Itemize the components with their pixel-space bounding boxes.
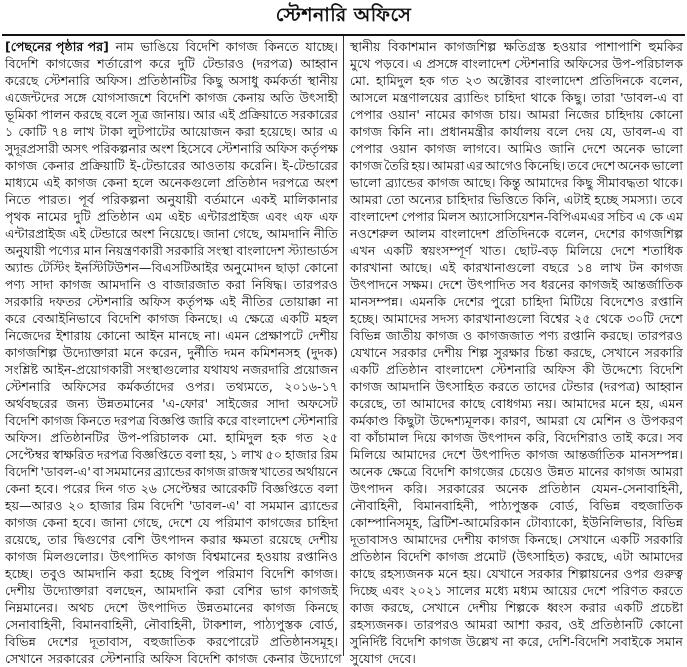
article-line: বিদেশি 'ডাবল-এ' বা সমমানের ব্র্যান্ডের কাগজ রাজস্ব খাতের অর্থায়নে [5, 464, 338, 479]
article-line: কাগজ কেনা হবে। জানা গেছে, দেশে যে পরিমাণ কাগজের চাহিদা [5, 515, 338, 530]
article-line: নিম্নমানের। অথচ দেশে উৎপাদিত উন্নতমানের কাগজ কিনছে [5, 600, 338, 615]
article-line: মাধ্যমে এই কাগজ কেনা হলে অনেকগুলো প্রতিষ্ঠান দরপত্রে অংশ [5, 175, 338, 190]
article-line: অফিস। প্রতিষ্ঠানটির উপ-পরিচালক মো. হামিদুল হক গত ২৫ [5, 430, 338, 445]
article-line: ১ কোটি ৭৪ লাখ টাকা লুটপাটের আয়োজন করা হয়েছে। আর এ [5, 124, 338, 139]
article-line: আমরা তো অন্যের চাহিদার ভিত্তিতে কিনি, এটাই হচ্ছে সমস্যা। তবে [350, 192, 683, 207]
article-line: যেখানে সরকার দেশীয় শিল্প সুরক্ষার চিন্তা করছে, সেখানে সরকারি [350, 345, 683, 360]
article-line: হচ্ছে। তবুও আমদানি করা হচ্ছে বিপুল পরিমাণ বিদেশি কাগজ। [5, 566, 338, 581]
article-line: দূতাবাসও আমাদের দেশীয় কাগজ কিনছে। সেখানে একটি সরকারি [350, 532, 683, 547]
article-line: হয়—আরও ২০ হাজার রিম বিদেশি 'ডাবল-এ' বা সমমান ব্র্যান্ডের [5, 498, 338, 513]
article-line: উৎপাদন করি। সরকারের অনেক প্রতিষ্ঠান যেমন-সেনাবাহিনী, [350, 481, 683, 496]
article-line: [পেছনের পৃষ্ঠার পর] নাম ভাঙিয়ে বিদেশি কাগজ কিনতে যাচ্ছে। [5, 39, 338, 54]
continuation-kicker: [পেছনের পৃষ্ঠার পর] [5, 39, 109, 54]
article-line: মানসম্পন্ন। এমনকি দেশের পুরো চাহিদা মিটিয়ে বিদেশেও রপ্তানি [350, 294, 683, 309]
article-line: বিদেশি কাগজের শর্তারোপ করে দুটি টেন্ডারও (দরপত্র) আহ্বান [5, 56, 338, 71]
article-column-right [350, 38, 683, 666]
article-line: স্থানীয় বিকাশমান কাগজশিল্প ক্ষতিগ্রস্ত হওয়ার পাশাপাশি হুমকির [350, 39, 683, 54]
article-line: নিতে পারত। পূর্ব পরিকল্পনা অনুযায়ী বর্তমানে একই মালিকানার [5, 192, 338, 207]
article-line: প্রতিষ্ঠান বিদেশি কাগজ প্রমোট (উৎসাহিত) করছে, এটা আমাদের [350, 549, 683, 564]
article-line: অ্যান্ড টেস্টিং ইনস্টিটিউশন—বিএসটিআইর অনুমোদন ছাড়া কোনো [5, 260, 338, 275]
article-line: রয়েছে, তার দ্বিগুণের বেশি উৎপাদন করার ক্ষমতা রয়েছে দেশীয় [5, 532, 338, 547]
article-line: কাগজশিল্প উদ্যোক্তারা মনে করেন, দুর্নীতি দমন কমিশনসহ (দুদক) [5, 345, 338, 360]
article-line: ভূমিকা পালন করছে বলে সূত্র জানায়। আর এই প্রক্রিয়াতে সরকারের [5, 107, 338, 122]
article-line: ভালো ব্র্যান্ডের কাগজ আছে। কিন্তু আমাদের কিছু সীমাবদ্ধতা থাকে। [350, 175, 683, 190]
article-line: আসলে মন্ত্রণালয়ের ব্র্যান্ডিং চাহিদা থাকে কিছু। তারা 'ডাবল-এ বা [350, 90, 683, 105]
article-line: সেপ্টেম্বর স্বাক্ষরিত দরপত্র বিজ্ঞপ্তিতে বলা হয়, ১ লাখ ৫০ হাজার রিম [5, 447, 338, 462]
article-line: এন্টারপ্রাইজ এই টেন্ডারে অংশ নিয়েছে। জানা গেছে, আমদানি নীতি [5, 226, 338, 241]
headline: স্টেশনারি অফিসে [275, 4, 412, 26]
article-line: মো. হামিদুল হক গত ২৩ অক্টোবর বাংলাদেশ প্রতিদিনকে বলেন, [350, 73, 683, 88]
article-line: করেছে স্টেশনারি অফিস। প্রতিষ্ঠানটির কিছু অসাধু কর্মকর্তা স্থানীয় [5, 73, 338, 88]
article-line: সংশ্লিষ্ট আইন-প্রয়োগকারী সংস্থাগুলোর যথাযথ নজরদারি প্রয়োজন [5, 362, 338, 377]
article-column-left [5, 38, 342, 666]
article-line: সেখানে সরকারের স্টেশনারি অফিস বিদেশি কাগজ কেনার উদ্যোগে [5, 651, 342, 666]
article-line: পেপার ওয়ান' নামের কাগজ চায়। আমরা নিজের চাহিদায় কোনো [350, 107, 683, 122]
article-line: মিলিয়ে আমাদের দেশে উৎপাদিত কাগজ আন্তর্জাতিক মানসম্পন্ন। [350, 447, 683, 462]
article-line: কাগজ তৈরি হয়। আমরা এর আগেও কিনেছি। তবে দেশে অনেক ভালো [350, 158, 683, 173]
article-line: কোম্পানিসমূহ, ব্রিটিশ-আমেরিকান টোব্যাকো, ইউনিলিভার, বিভিন্ন [350, 515, 683, 530]
article-line: স্টেশনারি অফিসের কর্মকর্তাদের ওপর। তথ্যমতে, ২০১৬-১৭ [5, 379, 338, 394]
article-line: করেছে, তা আমাদের কাছে বোধগম্য নয়। আমাদের মনে হয়, এমন [350, 396, 683, 411]
article-line: বিদেশি কাগজ কিনতে দরপত্র বিজ্ঞপ্তি জারি করে বাংলাদেশ স্টেশনারি [5, 413, 338, 428]
article-line: নওশেরুল আলম বাংলাদেশ প্রতিদিনকে বলেন, দেশের কাগজশিল্প [350, 226, 683, 241]
article-line: রহস্যজনক। তারপরও আমরা আশা করব, ওই প্রতিষ্ঠানটি কোনো [350, 617, 683, 632]
article-line: মুখে পড়বে। এ প্রসঙ্গে বাংলাদেশ স্টেশনারি অফিসের উপ-পরিচালক [350, 56, 683, 71]
article-line: করে বেআইনিভাবে বিদেশি কাগজ কিনছে। এ ক্ষেত্রে একটি মহল [5, 311, 338, 326]
article-line: হচ্ছে। আমাদের সদস্য কারখানাগুলো বিশ্বের ২৫ থেকে ৩০টি দেশে [350, 311, 683, 326]
article-line: কাছে রহস্যজনক মনে হয়। যেখানে সরকার শিল্পায়নের ওপর গুরুত্ব [350, 566, 683, 581]
article-line: দেশীয় উদ্যোক্তারা বলছেন, আমদানি করা বেশির ভাগ কাগজই [5, 583, 338, 598]
article-line: কারখানা আছে। এই কারখানাগুলো বছরে ১৪ লাখ টন কাগজ [350, 260, 683, 275]
article-line: কেনা হবে। পরের দিন গত ২৬ সেপ্টেম্বর আরেকটি বিজ্ঞপ্তিতে বলা [5, 481, 338, 496]
article-line: একটি প্রতিষ্ঠান বাংলাদেশ স্টেশনারি অফিস কী উদ্দেশ্যে বিদেশি [350, 362, 683, 377]
article-line: অর্থবছরের জন্য উন্নতমানের 'এ-ফোর' সাইজের সাদা অফসেট [5, 396, 338, 411]
article-line: কাগজ কিনি না। প্রধানমন্ত্রীর কার্যালয় বলে দেয় যে, ডাবল-এ বা [350, 124, 683, 139]
headline-bar [0, 0, 687, 34]
article-line: কাজ করছে, সেখানে দেশীয় শিল্পকে ধ্বংস করার একটি প্রচেষ্টা [350, 600, 683, 615]
article-line: কর্মকাণ্ড কিছুটা উদ্দেশ্যমূলক। কারণ, আমরা যে মেশিন ও উপকরণ [350, 413, 683, 428]
article-line: নিজেদের ইশারায় কোনো আইন মানছে না। এমন প্রেক্ষাপটে দেশীয় [5, 328, 338, 343]
article-line: উৎপাদনে সক্ষম। দেশে উৎপাদিত সব ধরনের কাগজই আন্তর্জাতিক [350, 277, 683, 292]
article-line: অনেক ক্ষেত্রে বিদেশি কাগজের চেয়েও উন্নত মানের কাগজ আমরা [350, 464, 683, 479]
article-line: কাগজ কেনার প্রক্রিয়াটি ই-টেন্ডারের আওতায় করেনি। ই-টেন্ডারের [5, 158, 338, 173]
article-line: অনুযায়ী পণ্যের মান নিয়ন্ত্রণকারী সরকারি সংস্থা বাংলাদেশ স্ট্যান্ডার্ডস [5, 243, 338, 258]
article-line: সুদূরপ্রসারী অসৎ পরিকল্পনার অংশ হিসেবে স্টেশনারি অফিস কর্তৃপক্ষ [5, 141, 338, 156]
article-line: বা কাঁচামাল দিয়ে কাগজ উৎপাদন করি, বিদেশিরাও তাই করে। সব [350, 430, 683, 445]
article-line: সুযোগ দেবে। [350, 651, 416, 666]
article-line: বিভিন্ন দেশের দূতাবাস, বহুজাতিক করপোরেট প্রতিষ্ঠানসমূহ। [5, 634, 338, 649]
article-line: নৌবাহিনী, বিমানবাহিনী, পাঠ্যপুস্তক বোর্ড, বিভিন্ন বহুজাতিক [350, 498, 683, 513]
article-line: পণ্য সাদা কাগজ আমদানি ও বাজারজাত করা নিষিদ্ধ। তারপরও [5, 277, 338, 292]
article-line: এখন একটি স্বয়ংসম্পূর্ণ খাত। ছোট-বড় মিলিয়ে দেশে শতাধিক [350, 243, 683, 258]
article-line: কাগজ মিলগুলোর। উৎপাদিত কাগজ বিশ্বমানের হওয়ায় রপ্তানিও [5, 549, 338, 564]
article-line: সেনাবাহিনী, বিমানবাহিনী, নৌবাহিনী, টাকশাল, পাঠ্যপুস্তক বোর্ড, [5, 617, 338, 632]
article-line: পেপার ওয়ান কাগজ লাগবে। আমিও জানি দেশে অনেক ভালো [350, 141, 683, 156]
article-line: কাগজ আমদানি উৎসাহিত করতে তাদের টেন্ডার (দরপত্র) আহ্বান [350, 379, 683, 394]
article-line: দিচ্ছে এবং ২০২১ সালের মধ্যে মধ্যম আয়ের দেশে পরিণত করতে [350, 583, 683, 598]
column-divider [343, 36, 344, 656]
article-line: পৃথক নামের দুটি প্রতিষ্ঠান এম এইচ এন্টারপ্রাইজ এবং এফ এফ [5, 209, 338, 224]
article-line: বাংলাদেশ পেপার মিলস অ্যাসোসিয়েশন-বিপিএমএর সচিব এ কে এম [350, 209, 683, 224]
article-line: বিভিন্ন জাতীয় কাগজ ও কাগজজাত পণ্য রপ্তানি করছে। তারপরও [350, 328, 683, 343]
article-line: সরকারি দফতর স্টেশনারি অফিস কর্তৃপক্ষ এই নীতির তোয়াক্কা না [5, 294, 338, 309]
article-line: সুনির্দিষ্ট বিদেশি কাগজ উল্লেখ না করে, দেশি-বিদেশি সবাইকে সমান [350, 634, 683, 649]
article-line: এজেন্টদের সঙ্গে যোগসাজশে বিদেশি কাগজ কেনায় অতি উৎসাহী [5, 90, 338, 105]
